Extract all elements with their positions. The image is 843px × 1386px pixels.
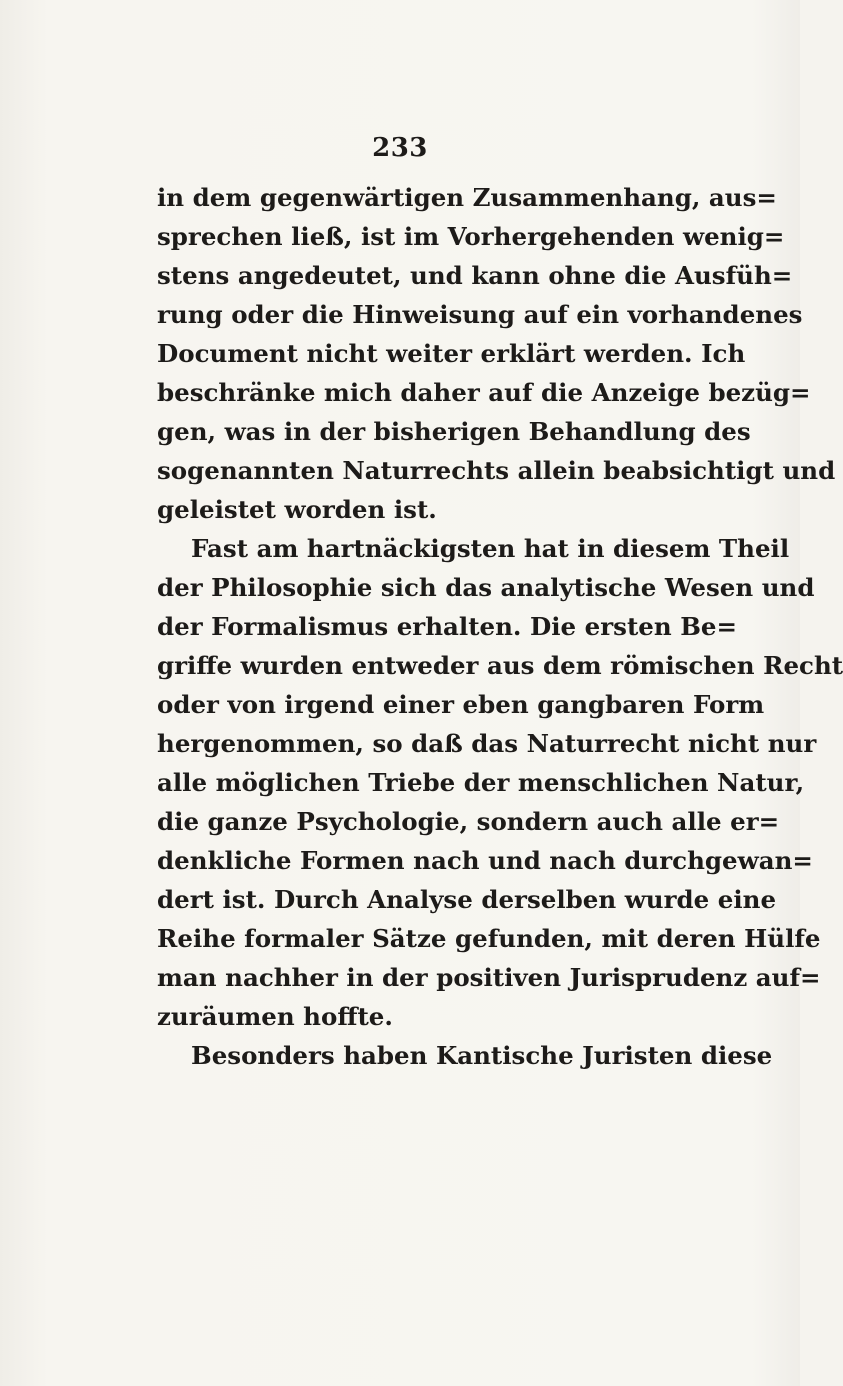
text-line: rung oder die Hinweisung auf ein vorhandenes [157, 300, 803, 329]
text-line: denkliche Formen nach und nach durchgewan= [157, 846, 813, 875]
text-line: Document nicht weiter erklärt werden. Ich [157, 339, 746, 368]
text-line: in dem gegenwärtigen Zusammenhang, aus= [157, 183, 777, 212]
text-line: Besonders haben Kantische Juristen diese [191, 1041, 773, 1070]
text-line: oder von irgend einer eben gangbaren Form [157, 690, 765, 719]
text-line: der Formalismus erhalten. Die ersten Be= [157, 612, 738, 641]
text-line: gen, was in der bisherigen Behandlung des [157, 417, 751, 446]
text-line: man nachher in der positiven Jurisprudenz auf= [157, 963, 821, 992]
text-line: sprechen ließ, ist im Vorhergehenden wenig= [157, 222, 785, 251]
text-line: Fast am hartnäckigsten hat in diesem Theil [191, 534, 790, 563]
body-text [157, 178, 843, 1075]
text-line: der Philosophie sich das analytische Wesen und [157, 573, 815, 602]
text-line: Reihe formaler Sätze gefunden, mit deren Hülfe [157, 924, 821, 953]
page-number: 233 [372, 133, 428, 163]
text-line: sogenannten Naturrechts allein beabsichtigt und [157, 456, 836, 485]
text-line: hergenommen, so daß das Naturrecht nicht nur [157, 729, 817, 758]
text-line: beschränke mich daher auf die Anzeige bezüg= [157, 378, 811, 407]
text-line: zuräumen hoffte. [157, 1002, 393, 1031]
text-line: dert ist. Durch Analyse derselben wurde eine [157, 885, 777, 914]
text-line: die ganze Psychologie, sondern auch alle er= [157, 807, 780, 836]
text-line: alle möglichen Triebe der menschlichen Natur, [157, 768, 805, 797]
text-line: stens angedeutet, und kann ohne die Ausfüh= [157, 261, 793, 290]
text-line: geleistet worden ist. [157, 495, 437, 524]
text-line: griffe wurden entweder aus dem römischen Recht [157, 651, 843, 680]
